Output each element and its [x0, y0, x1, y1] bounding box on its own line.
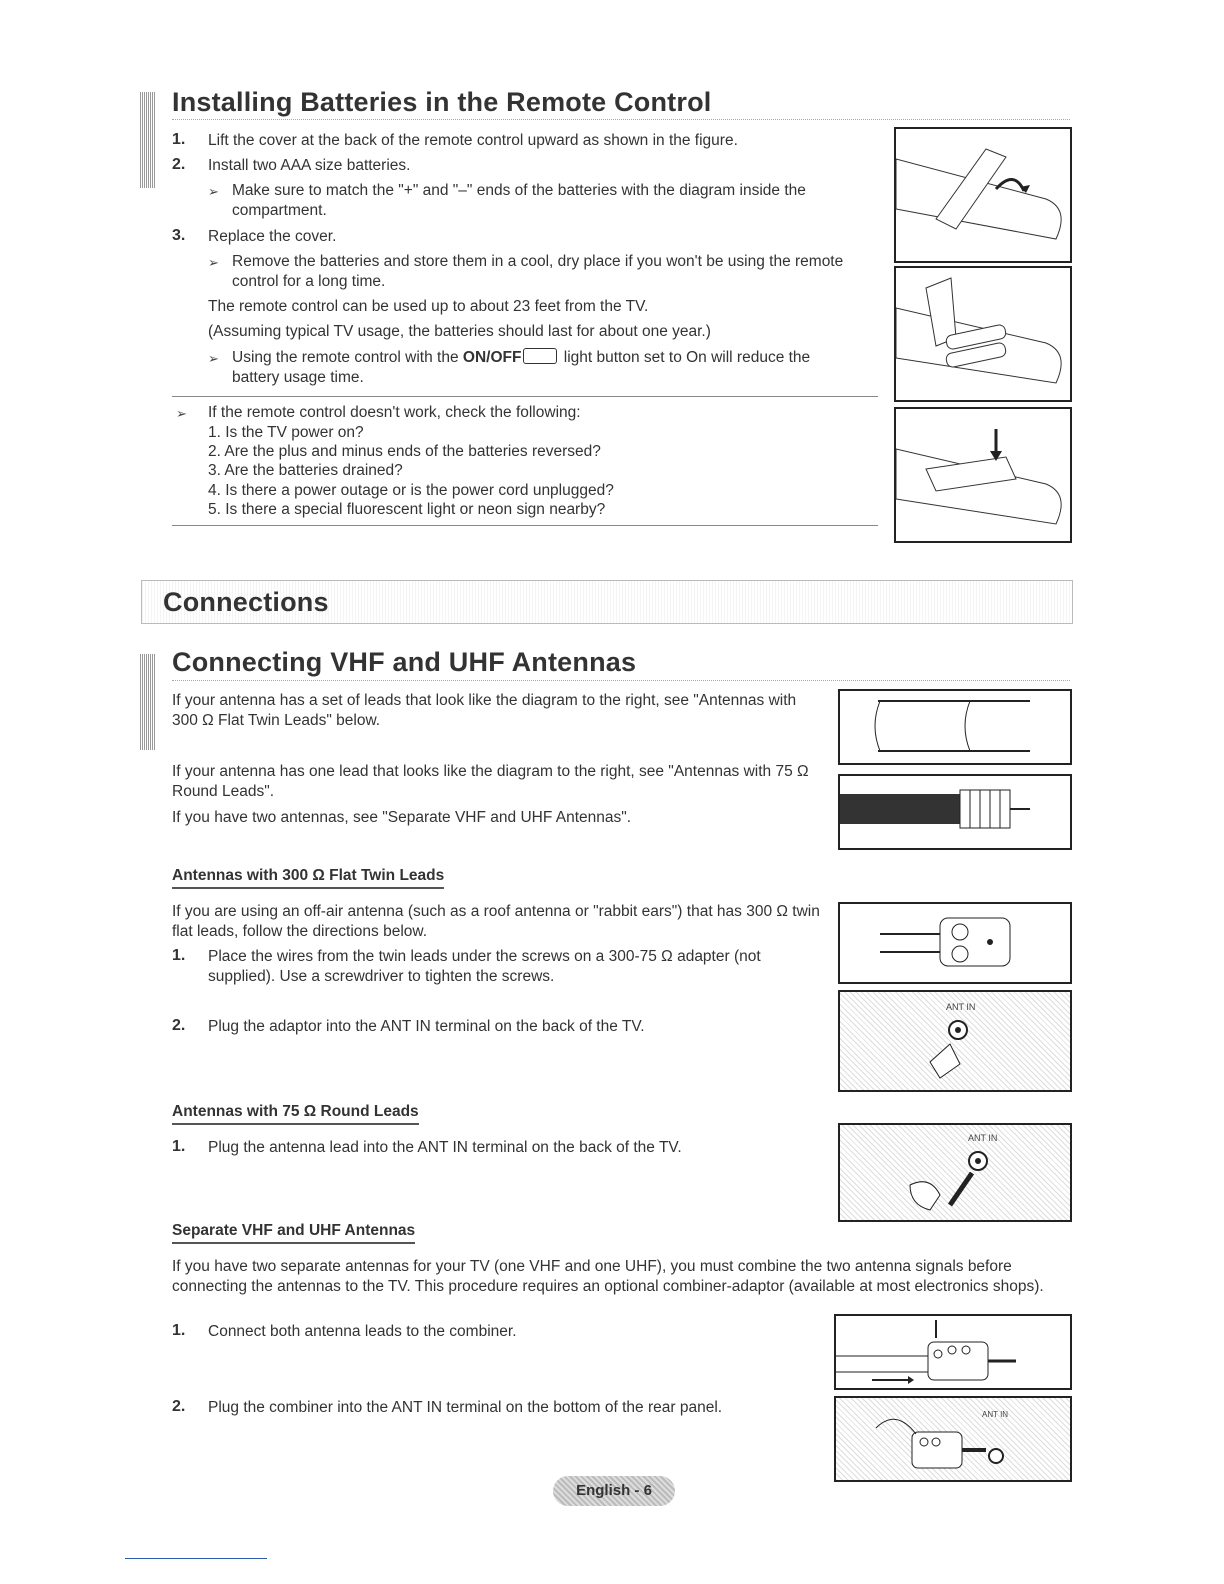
trouble-item: 2. Are the plus and minus ends of the batteries reversed? — [208, 443, 601, 460]
note-arrow-icon: ➢ — [208, 255, 219, 270]
trouble-item: 1. Is the TV power on? — [208, 424, 364, 441]
info-text: The remote control can be used up to about 23 feet from the TV. — [208, 298, 649, 315]
intro-text: If you have two antennas, see "Separate VHF and UHF Antennas". — [172, 809, 632, 826]
ant-in-label: ANT IN — [946, 1002, 976, 1012]
ant-in-label: ANT IN — [968, 1133, 998, 1143]
trouble-item: 5. Is there a special fluorescent light or neon sign nearby? — [208, 501, 606, 518]
note-arrow-icon: ➢ — [176, 406, 187, 421]
trouble-item: 4. Is there a power outage or is the power cord unplugged? — [208, 482, 614, 499]
antennas-title: Connecting VHF and UHF Antennas — [172, 647, 637, 677]
trouble-item: 3. Are the batteries drained? — [208, 462, 403, 479]
flat-twin-heading: Antennas with 300 Ω Flat Twin Leads — [172, 867, 444, 889]
intro-text: If your antenna has one lead that looks like the diagram to the right, see "Antennas with 75 Ω Round Leads". — [172, 763, 809, 800]
page-number-badge: English - 6 — [553, 1476, 675, 1506]
divider — [172, 396, 878, 397]
section-bar — [140, 654, 156, 750]
battery-title: Installing Batteries in the Remote Control — [172, 87, 712, 117]
round-lead-heading: Antennas with 75 Ω Round Leads — [172, 1103, 419, 1125]
step-text: Connect both antenna leads to the combiner. — [208, 1323, 517, 1340]
combiner-ant-in-figure — [834, 1396, 1072, 1482]
remote-cover-lift-figure — [894, 127, 1072, 263]
ant-in-label: ANT IN — [982, 1410, 1009, 1419]
flat-twin-lead-figure — [838, 689, 1072, 765]
step-text: Replace the cover. — [208, 228, 337, 245]
footer-link-rule — [125, 1558, 267, 1559]
note-text: Remove the batteries and store them in a cool, dry place if you won't be using the remote control for a long time. — [232, 253, 844, 290]
section-bar — [140, 92, 156, 188]
step-number: 2. — [172, 1398, 186, 1415]
light-button-icon — [523, 348, 557, 364]
step-text: Lift the cover at the back of the remote control upward as shown in the figure. — [208, 132, 738, 149]
round-lead-figure — [838, 774, 1072, 850]
step-text: Install two AAA size batteries. — [208, 157, 411, 174]
connections-title: Connections — [163, 587, 329, 617]
separate-heading: Separate VHF and UHF Antennas — [172, 1222, 415, 1244]
note-arrow-icon: ➢ — [208, 351, 219, 366]
ant-in-round-figure — [838, 1123, 1072, 1222]
intro-text: If your antenna has a set of leads that look like the diagram to the right, see "Antennas with 300 Ω Flat Twin Leads" below. — [172, 692, 797, 729]
step-number: 2. — [172, 1017, 186, 1034]
remote-battery-insert-figure — [894, 266, 1072, 402]
flat-twin-text: If you are using an off-air antenna (such as a roof antenna or "rabbit ears") that has 300 Ω twin flat leads, follow the directions below. — [172, 903, 820, 940]
separate-text: If you have two separate antennas for your TV (one VHF and one UHF), you must combine the two antenna signals before connecting the antennas to the TV. This procedure requires an optional combiner-adaptor (available at most electronics shops). — [172, 1258, 1044, 1295]
remote-cover-replace-figure — [894, 407, 1072, 543]
ant-in-adapter-figure — [838, 990, 1072, 1092]
step-text: Plug the adaptor into the ANT IN terminal on the back of the TV. — [208, 1018, 645, 1035]
step-text: Plug the antenna lead into the ANT IN terminal on the back of the TV. — [208, 1139, 682, 1156]
adapter-figure — [838, 902, 1072, 984]
divider — [172, 525, 878, 526]
step-text: Place the wires from the twin leads under the screws on a 300-75 Ω adapter (not supplied). Use a screwdriver to tighten the screws. — [208, 948, 761, 985]
note-text: Using the remote control with the ON/OFF light button set to On will reduce the battery usage time. — [232, 349, 811, 386]
title-rule — [172, 119, 1070, 120]
note-arrow-icon: ➢ — [208, 184, 219, 199]
step-text: Plug the combiner into the ANT IN terminal on the bottom of the rear panel. — [208, 1399, 723, 1416]
step-number: 1. — [172, 1138, 186, 1155]
step-number: 1. — [172, 1322, 186, 1339]
trouble-intro: If the remote control doesn't work, check the following: — [208, 404, 581, 421]
step-number: 3. — [172, 227, 186, 244]
info-text: (Assuming typical TV usage, the batteries should last for about one year.) — [208, 323, 711, 340]
title-rule — [172, 680, 1070, 681]
note-text: Make sure to match the "+" and "–" ends of the batteries with the diagram inside the compartment. — [232, 182, 806, 219]
step-number: 2. — [172, 156, 186, 173]
combiner-figure — [834, 1314, 1072, 1390]
step-number: 1. — [172, 947, 186, 964]
step-number: 1. — [172, 131, 186, 148]
